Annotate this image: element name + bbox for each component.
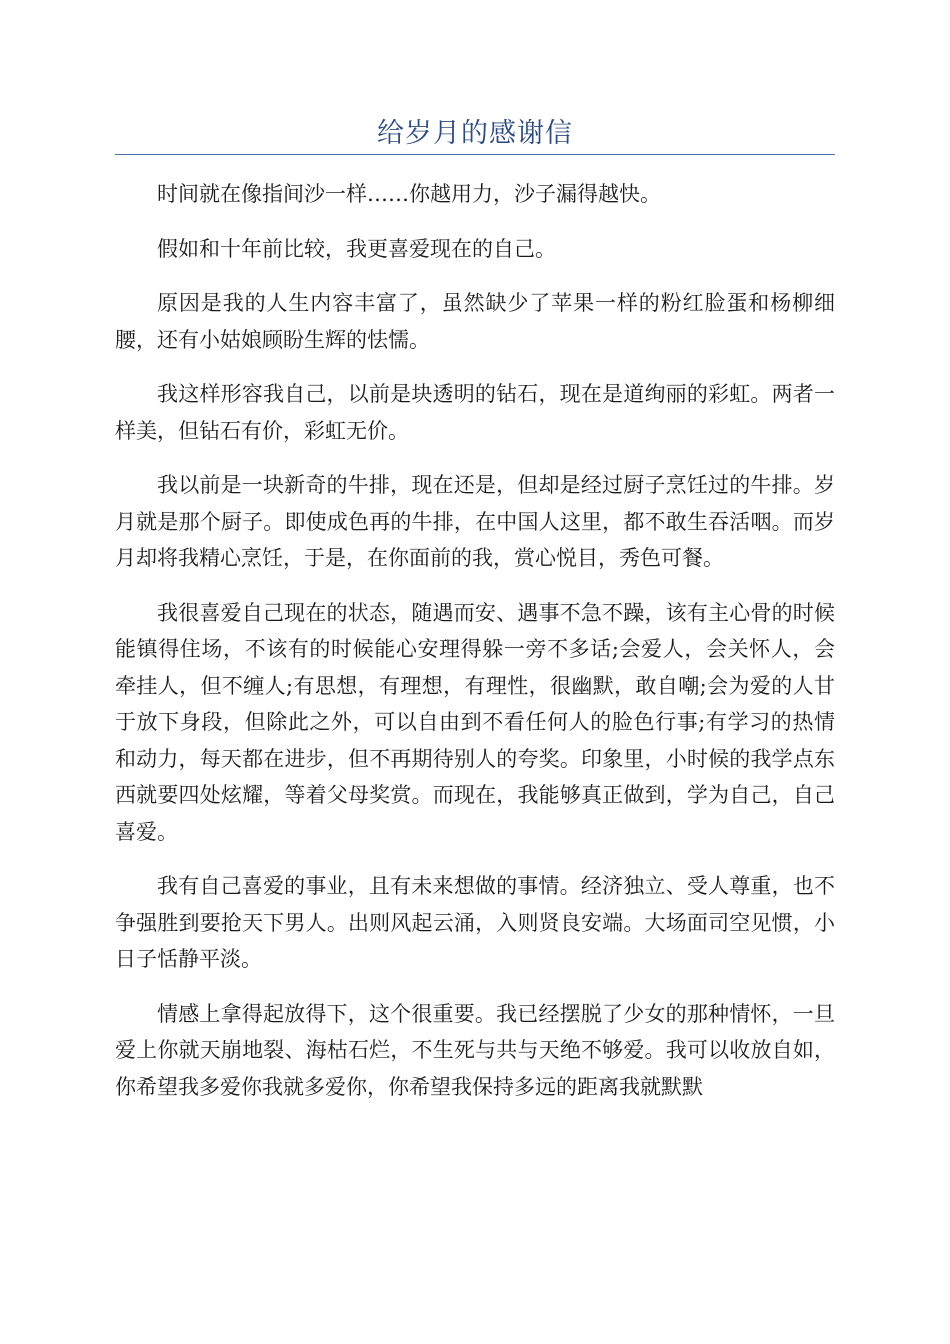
paragraph: 我以前是一块新奇的牛排，现在还是，但却是经过厨子烹饪过的牛排。岁月就是那个厨子。即使成色再的牛排，在中国人这里，都不敢生吞活咽。而岁月却将我精心烹饪，于是，在你面前的我，赏心悦目，秀色可餐。 bbox=[115, 473, 835, 570]
paragraph: 我很喜爱自己现在的状态，随遇而安、遇事不急不躁，该有主心骨的时候能镇得住场，不该有的时候能心安理得躲一旁不多话;会爱人，会关怀人，会牵挂人，但不缠人;有思想，有理想，有理性，很幽默，敢自嘲;会为爱的人甘于放下身段，但除此之外，可以自由到不看任何人的脸色行事;有学习的热情和动力，每天都在进步，但不再期待别人的夸奖。印象里，小时候的我学点东西就要四处炫耀，等着父母奖赏。而现在，我能够真正做到，学为自己，自己喜爱。 bbox=[115, 600, 835, 844]
paragraph: 情感上拿得起放得下，这个很重要。我已经摆脱了少女的那种情怀，一旦爱上你就天崩地裂、海枯石烂，不生死与共与天绝不够爱。我可以收放自如，你希望我多爱你我就多爱你，你希望我保持多远的距离我就默默 bbox=[115, 1001, 835, 1099]
paragraph: 时间就在像指间沙一样……你越用力，沙子漏得越快。 bbox=[157, 182, 661, 206]
paragraph: 原因是我的人生内容丰富了，虽然缺少了苹果一样的粉红脸蛋和杨柳细腰，还有小姑娘顾盼生辉的怯懦。 bbox=[115, 291, 835, 352]
paragraph: 假如和十年前比较，我更喜爱现在的自己。 bbox=[157, 236, 556, 261]
document-title: 给岁月的感谢信 bbox=[377, 118, 573, 149]
document-body bbox=[115, 176, 835, 1123]
paragraph: 我有自己喜爱的事业，且有未来想做的事情。经济独立、受人尊重，也不争强胜到要抢天下男人。出则风起云涌，入则贤良安端。大场面司空见惯，小日子恬静平淡。 bbox=[115, 874, 835, 971]
title-underline bbox=[115, 154, 835, 155]
paragraph: 我这样形容我自己，以前是块透明的钻石，现在是道绚丽的彩虹。两者一样美，但钻石有价，彩虹无价。 bbox=[115, 382, 835, 443]
